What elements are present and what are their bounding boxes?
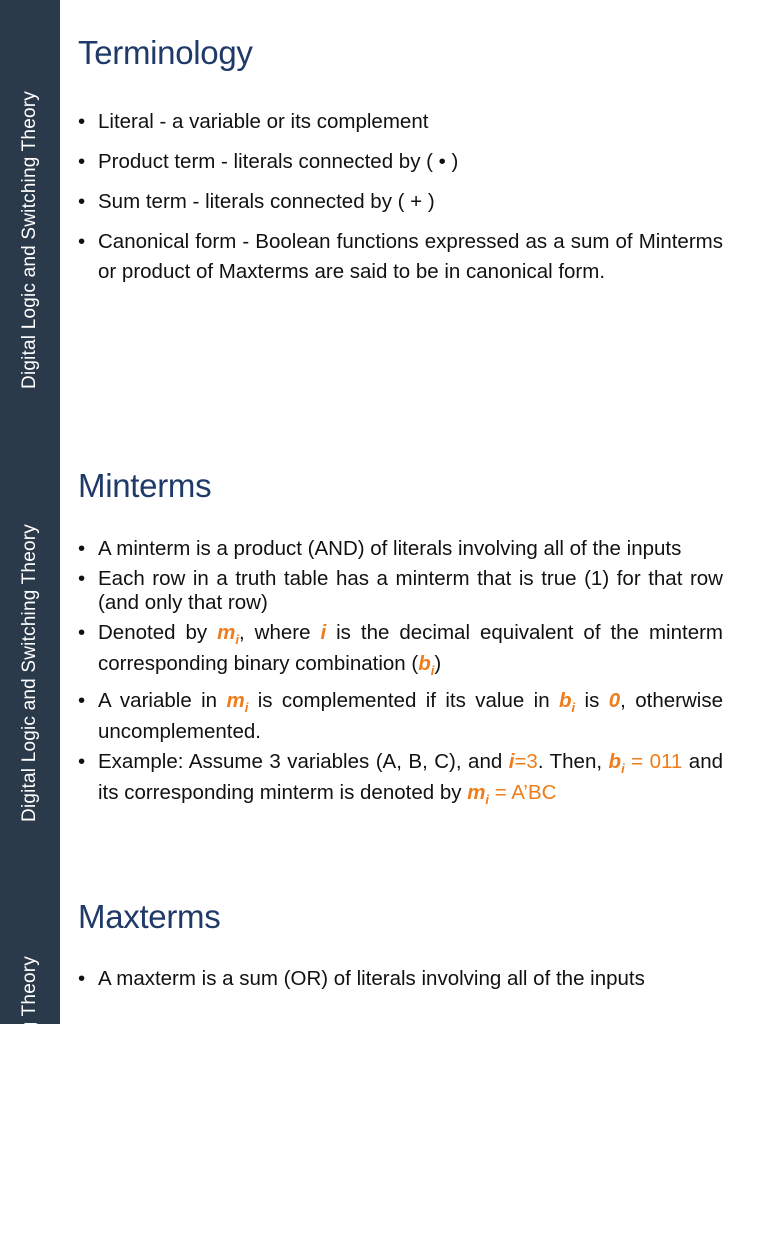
- bullet-list: [78, 537, 723, 818]
- list-item: • Literal - a variable or its complement: [78, 107, 723, 137]
- list-item: • Sum term - literals connected by ( + ): [78, 187, 723, 217]
- bullet-list: [78, 967, 723, 991]
- sidebar-label: Digital Logic and Switching Theory: [19, 524, 40, 822]
- sidebar-label: Digital Logic and Switching Theory: [19, 956, 40, 1254]
- list-item: • Example: Assume 3 variables (A, B, C), and i=3. Then, $b_i = 011$ and its corresponding minterm is denoted by $m_i$ = A’BC: [78, 750, 723, 812]
- list-item: • A minterm is a product (AND) of literals involving all of the inputs: [78, 537, 723, 561]
- slide-terminology: [0, 0, 768, 433]
- list-item: • Denoted by $m_i$, where i is the decimal equivalent of the minterm corresponding binary combination $(b_i)$: [78, 621, 723, 683]
- page-title: Terminology: [78, 34, 253, 71]
- slide-minterms: [0, 433, 768, 865]
- list-item: • A variable in $m_i$ is complemented if its value in $b_i$ is 0, otherwise uncomplemented.: [78, 689, 723, 744]
- sidebar: [0, 433, 60, 865]
- list-item: • Product term - literals connected by ( • ): [78, 147, 723, 177]
- list-item: • A maxterm is a sum (OR) of literals involving all of the inputs: [78, 967, 723, 991]
- list-item: • Each row in a truth table has a minterm that is true (1) for that row (and only that row): [78, 567, 723, 615]
- section-title: Minterms: [78, 467, 212, 504]
- sidebar-label: Digital Logic and Switching Theory: [19, 91, 40, 389]
- slide-maxterms: [0, 865, 768, 1254]
- bullet-list: [78, 107, 723, 287]
- sidebar: [0, 0, 60, 433]
- section-title: Maxterms: [78, 898, 221, 935]
- sidebar: [0, 865, 60, 1254]
- list-item: • Canonical form - Boolean functions expressed as a sum of Minterms or product of Maxterms are said to be in canonical form.: [78, 227, 723, 287]
